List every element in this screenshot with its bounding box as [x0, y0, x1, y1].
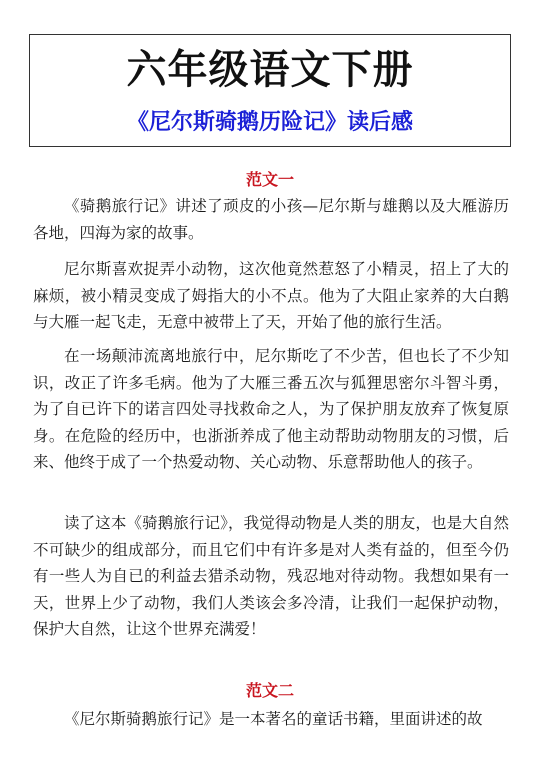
paragraph-5: 《尼尔斯骑鹅旅行记》是一本著名的童话书籍，里面讲述的故 — [64, 710, 483, 728]
title-box — [29, 34, 511, 147]
section-heading-1: 范文一 — [245, 170, 294, 189]
page-subtitle: 《尼尔斯骑鹅历险记》读后感 — [126, 109, 413, 135]
page-title: 六年级语文下册 — [126, 46, 414, 93]
paragraph-2: 尼尔斯喜欢捉弄小动物，这次他竟然惹怒了小精灵，招上了大的麻烦，被小精灵变成了姆指大的小不点。他为了大阻止家养的大白鹅与大雁一起飞走，无意中被带上了天，开始了他的旅行生活。 — [33, 260, 509, 331]
paragraph-1: 《骑鹅旅行记》讲述了顽皮的小孩—尼尔斯与雄鹅以及大雁游历各地，四海为家的故事。 — [33, 197, 509, 242]
section-heading-2: 范文二 — [245, 681, 294, 700]
paragraph-3: 在一场颠沛流离地旅行中，尼尔斯吃了不少苦，但也长了不少知识，改正了许多毛病。他为了大雁三番五次与狐狸思密尔斗智斗勇，为了自已许下的诺言四处寻找救命之人，为了保护朋友放弃了恢复原身。在危险的经历中，也浙浙养成了他主动帮助动物朋友的习惯，后来、他终于成了一个热爱动物、关心动物、乐意帮助他人的孩子。 — [33, 347, 509, 471]
paragraph-4: 读了这本《骑鹅旅行记》，我觉得动物是人类的朋友，也是大自然不可缺少的组成部分，而且它们中有许多是对人类有益的，但至今仍有一些人为自已的利益去猎杀动物，残忍地对待动物。我想如果有一天，世界上少了动物，我们人类该会多冷清，让我们一起保护动物，保护大自然，让这个世界充满爱！ — [33, 514, 509, 638]
